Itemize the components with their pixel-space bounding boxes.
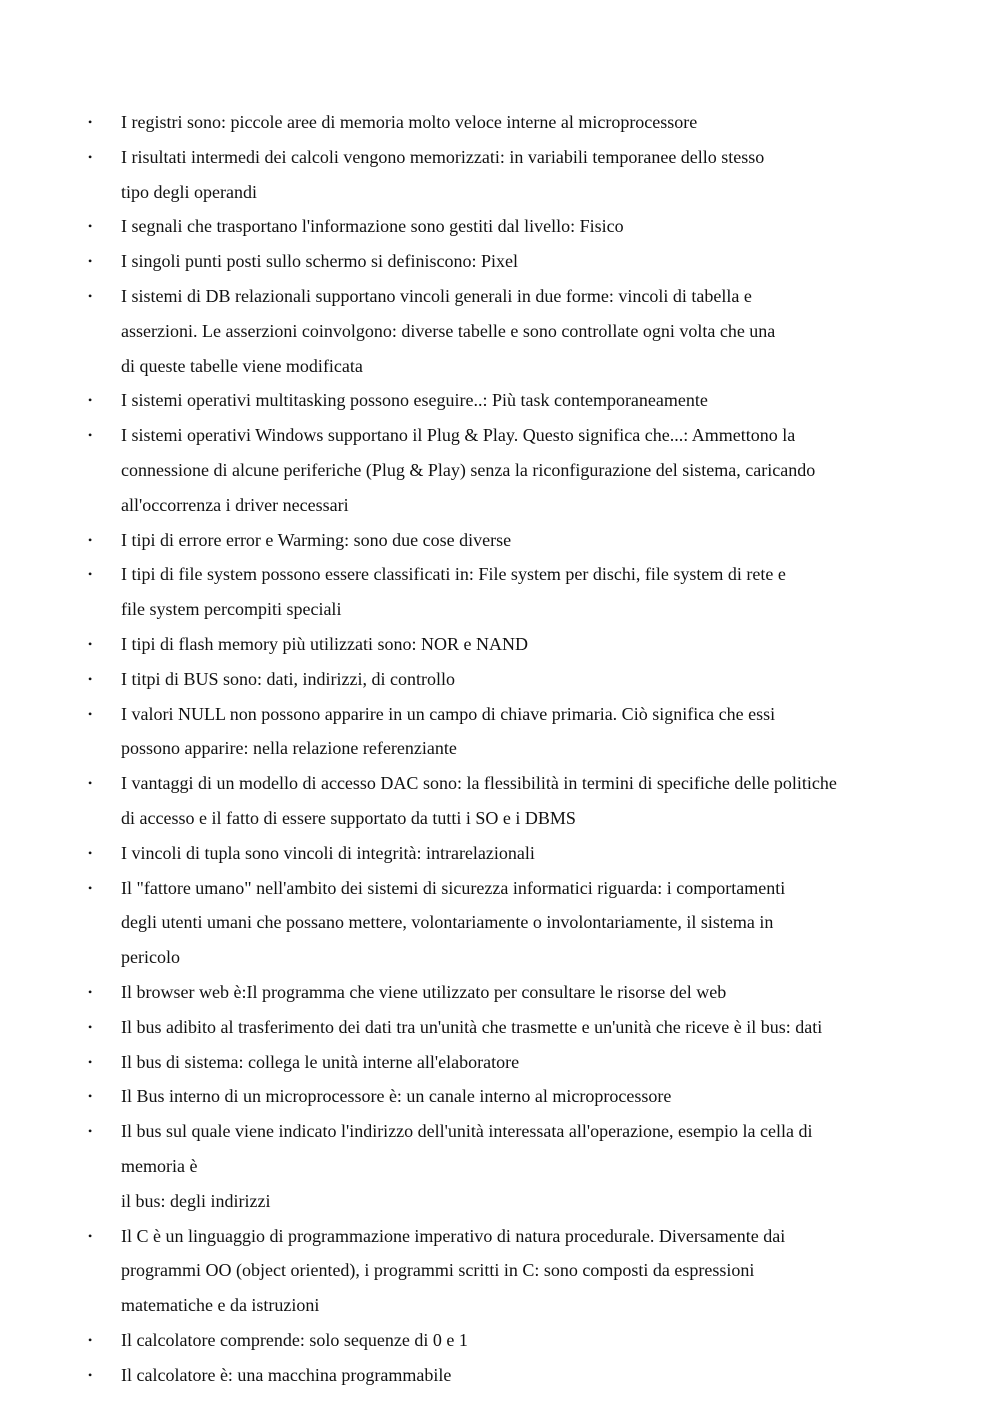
list-item-line: I vincoli di tupla sono vincoli di integrità: intrarelazionali xyxy=(121,842,535,863)
list-item xyxy=(0,244,1000,279)
bullet-icon: • xyxy=(88,671,93,686)
list-item xyxy=(0,662,1000,697)
list-item-line: di accesso e il fatto di essere supportato da tutti i SO e i DBMS xyxy=(121,807,576,828)
list-item-line: di queste tabelle viene modificata xyxy=(121,355,363,376)
list-item xyxy=(0,140,1000,210)
list-item-line: memoria è xyxy=(121,1155,198,1176)
list-item xyxy=(0,697,1000,767)
list-item-line: Il calcolatore è: una macchina programmabile xyxy=(121,1364,452,1385)
list-item-line: I valori NULL non possono apparire in un campo di chiave primaria. Ciò significa che essi xyxy=(121,703,776,724)
list-item xyxy=(0,1114,1000,1218)
list-item-line: I risultati intermedi dei calcoli vengono memorizzati: in variabili temporanee dello stesso xyxy=(121,146,765,167)
list-item-line: tipo degli operandi xyxy=(121,181,257,202)
list-item xyxy=(0,383,1000,418)
list-item-line: I singoli punti posti sullo schermo si definiscono: Pixel xyxy=(121,251,518,272)
bullet-icon: • xyxy=(88,1019,93,1034)
bullet-icon: • xyxy=(88,706,93,721)
list-item xyxy=(0,975,1000,1010)
bullet-icon: • xyxy=(88,636,93,651)
list-item xyxy=(0,836,1000,871)
list-item xyxy=(0,105,1000,140)
list-item xyxy=(0,766,1000,836)
bullet-icon: • xyxy=(88,428,93,443)
bullet-icon: • xyxy=(88,288,93,303)
list-item-line: pericolo xyxy=(121,947,180,968)
list-item-line: degli utenti umani che possano mettere, volontariamente o involontariamente, il sistema in xyxy=(121,912,774,933)
list-item-line: I tipi di file system possono essere classificati in: File system per dischi, file system di rete e xyxy=(121,564,786,585)
bullet-icon: • xyxy=(88,115,93,129)
list-item xyxy=(0,557,1000,627)
bullet-icon: • xyxy=(88,567,93,582)
list-item-line: I vantaggi di un modello di accesso DAC sono: la flessibilità in termini di specifiche delle politiche xyxy=(121,773,837,794)
list-item xyxy=(0,871,1000,975)
bullet-icon: • xyxy=(88,1124,93,1139)
list-item-line: I titpi di BUS sono: dati, indirizzi, di controllo xyxy=(121,668,455,689)
list-item-line: Il bus di sistema: collega le unità interne all'elaboratore xyxy=(121,1051,520,1072)
list-item-line: programmi OO (object oriented), i programmi scritti in C: sono composti da espressioni xyxy=(121,1260,755,1281)
list-item-line: Il Bus interno di un microprocessore è: un canale interno al microprocessore xyxy=(121,1086,672,1107)
list-item-line: I sistemi operativi multitasking possono eseguire..: Più task contemporaneamente xyxy=(121,390,708,411)
list-item xyxy=(0,1010,1000,1045)
bullet-icon: • xyxy=(88,532,93,547)
list-item xyxy=(0,1323,1000,1358)
list-item xyxy=(0,523,1000,558)
list-item-line: Il browser web è:Il programma che viene utilizzato per consultare le risorse del web xyxy=(121,981,727,1002)
bullet-icon: • xyxy=(88,1089,93,1104)
list-item xyxy=(0,279,1000,383)
list-item-line: Il "fattore umano" nell'ambito dei sistemi di sicurezza informatici riguarda: i comportamenti xyxy=(121,877,786,898)
bullet-icon: • xyxy=(88,776,93,791)
list-item-line: file system percompiti speciali xyxy=(121,599,342,620)
bullet-icon: • xyxy=(88,219,93,234)
list-item-line: I tipi di flash memory più utilizzati sono: NOR e NAND xyxy=(121,633,528,654)
list-item xyxy=(0,1358,1000,1393)
list-item-line: Il calcolatore comprende: solo sequenze di 0 e 1 xyxy=(121,1329,468,1350)
list-item-line: Il bus sul quale viene indicato l'indirizzo dell'unità interessata all'operazione, esempio la cella di xyxy=(121,1121,813,1142)
list-item-line: asserzioni. Le asserzioni coinvolgono: diverse tabelle e sono controllate ogni volta che una xyxy=(121,320,776,341)
list-item-line: Il C è un linguaggio di programmazione imperativo di natura procedurale. Diversamente dai xyxy=(121,1225,786,1246)
list-item-line: matematiche e da istruzioni xyxy=(121,1295,320,1316)
bullet-icon: • xyxy=(88,845,93,860)
list-item-line: il bus: degli indirizzi xyxy=(121,1190,271,1211)
bullet-icon: • xyxy=(88,254,93,269)
list-item-line: I registri sono: piccole aree di memoria molto veloce interne al microprocessore xyxy=(121,112,698,132)
bullet-icon: • xyxy=(88,1054,93,1069)
bullet-icon: • xyxy=(88,1332,93,1347)
bullet-icon: • xyxy=(88,393,93,408)
list-item xyxy=(0,209,1000,244)
bullet-icon: • xyxy=(88,984,93,999)
list-item xyxy=(0,1045,1000,1080)
bullet-icon: • xyxy=(88,149,93,164)
bullet-icon: • xyxy=(88,1228,93,1243)
list-item-line: I segnali che trasportano l'informazione sono gestiti dal livello: Fisico xyxy=(121,216,624,237)
list-item-line: all'occorrenza i driver necessari xyxy=(121,494,349,515)
list-item xyxy=(0,627,1000,662)
list-item xyxy=(0,1219,1000,1323)
list-item-line: I tipi di errore error e Warming: sono due cose diverse xyxy=(121,529,512,550)
list-item-line: I sistemi operativi Windows supportano il Plug & Play. Questo significa che...: Ammettono la xyxy=(121,425,796,446)
bullet-icon: • xyxy=(88,880,93,895)
list-item-line: I sistemi di DB relazionali supportano vincoli generali in due forme: vincoli di tabella e xyxy=(121,285,752,306)
bullet-icon: • xyxy=(88,1367,93,1382)
list-item xyxy=(0,1079,1000,1114)
list-item-line: connessione di alcune periferiche (Plug & Play) senza la riconfigurazione del sistema, caricando xyxy=(121,459,816,480)
list-item-line: Il bus adibito al trasferimento dei dati tra un'unità che trasmette e un'unità che riceve è il bus: dati xyxy=(121,1016,823,1037)
list-item-line: possono apparire: nella relazione referenziante xyxy=(121,738,457,759)
list-item xyxy=(0,418,1000,522)
bullet-list xyxy=(0,105,1000,1392)
